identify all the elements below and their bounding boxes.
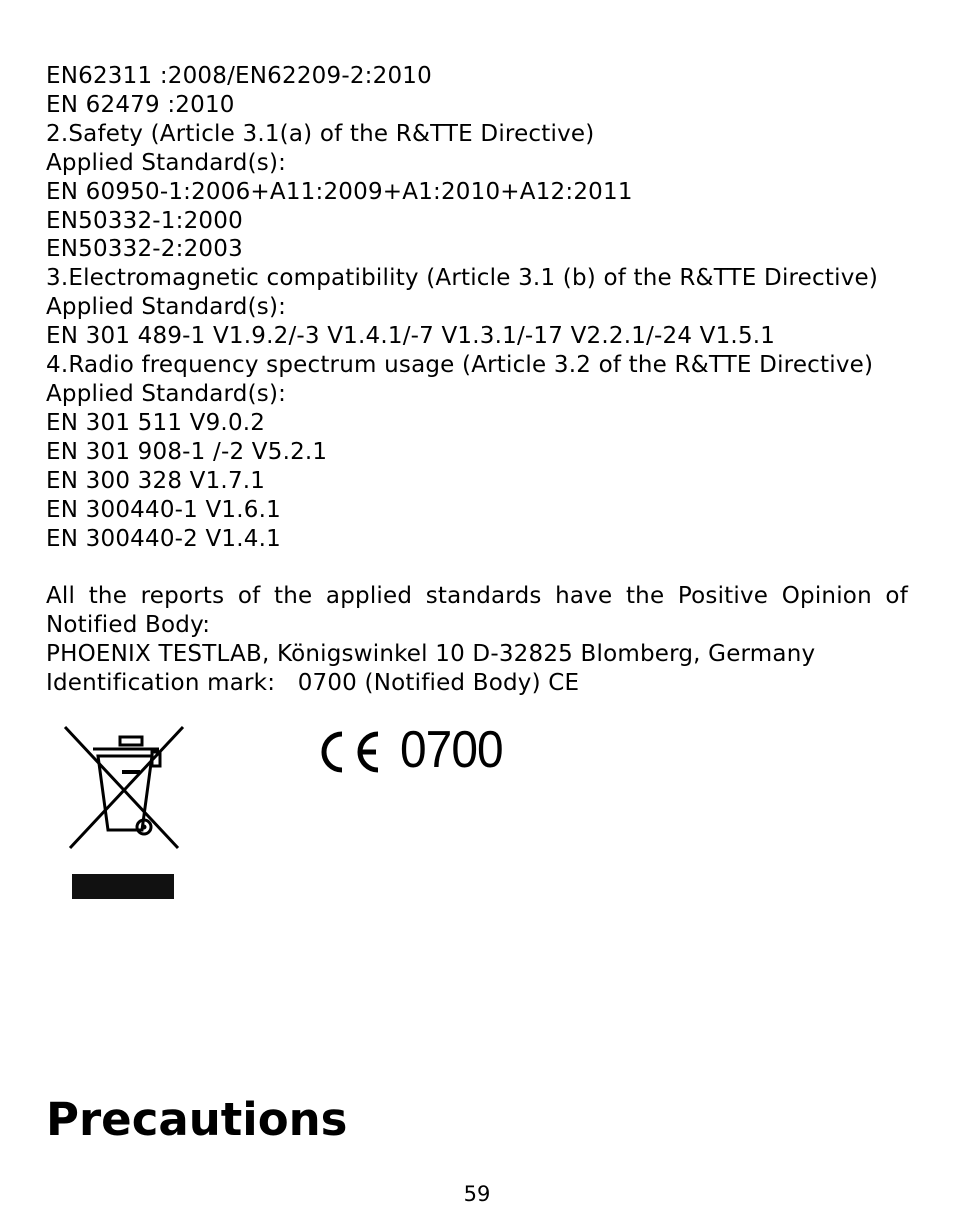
notified-body-number: 0700 [400, 721, 503, 779]
section-heading-safety: 2.Safety (Article 3.1(a) of the R&TTE Directive) [46, 120, 595, 147]
standard-line: EN 301 908-1 /-2 V5.2.1 [46, 438, 328, 465]
section-title-precautions: Precautions [46, 1093, 348, 1146]
page-number: 59 [463, 1182, 491, 1206]
applied-standards-label: Applied Standard(s): [46, 380, 287, 407]
standard-line: EN 300440-2 V1.4.1 [46, 525, 281, 552]
standard-line: EN50332-1:2000 [46, 207, 243, 234]
applied-standards-label: Applied Standard(s): [46, 149, 287, 176]
section-heading-radio: 4.Radio frequency spectrum usage (Article 3.2 of the R&TTE Directive) [46, 352, 874, 379]
crossed-out-wheelie-bin-icon [60, 722, 190, 904]
standard-line: EN62311 :2008/EN62209-2:2010 [46, 63, 432, 89]
standard-line: EN 62479 :2010 [46, 91, 235, 118]
standard-line: EN 300440-1 V1.6.1 [46, 496, 281, 523]
applied-standards-label: Applied Standard(s): [46, 294, 287, 321]
reports-statement-continued: Notified Body: [46, 612, 211, 639]
standard-line: EN 301 489-1 V1.9.2/-3 V1.4.1/-7 V1.3.1/-17 V2.2.1/-24 V1.5.1 [46, 323, 776, 350]
standard-line: EN 300 328 V1.7.1 [46, 467, 266, 494]
notified-body-address: PHOENIX TESTLAB, Königswinkel 10 D-32825 Blomberg, Germany [46, 641, 816, 668]
identification-mark-line [46, 669, 908, 698]
identification-value: 0700 (Notified Body) CE [297, 670, 580, 697]
reports-statement: All the reports of the applied standards have the Positive Opinion of [46, 583, 908, 610]
standard-line: EN50332-2:2003 [46, 236, 243, 263]
declaration-text [46, 62, 908, 698]
identification-label: Identification mark: [46, 670, 276, 697]
standard-line: EN 60950-1:2006+A11:2009+A1:2010+A12:2011 [46, 178, 633, 205]
paragraph-gap [46, 553, 908, 582]
standard-line: EN 301 511 V9.0.2 [46, 409, 266, 436]
section-heading-emc: 3.Electromagnetic compatibility (Article 3.1 (b) of the R&TTE Directive) [46, 265, 879, 292]
ce-mark-icon [312, 728, 384, 776]
